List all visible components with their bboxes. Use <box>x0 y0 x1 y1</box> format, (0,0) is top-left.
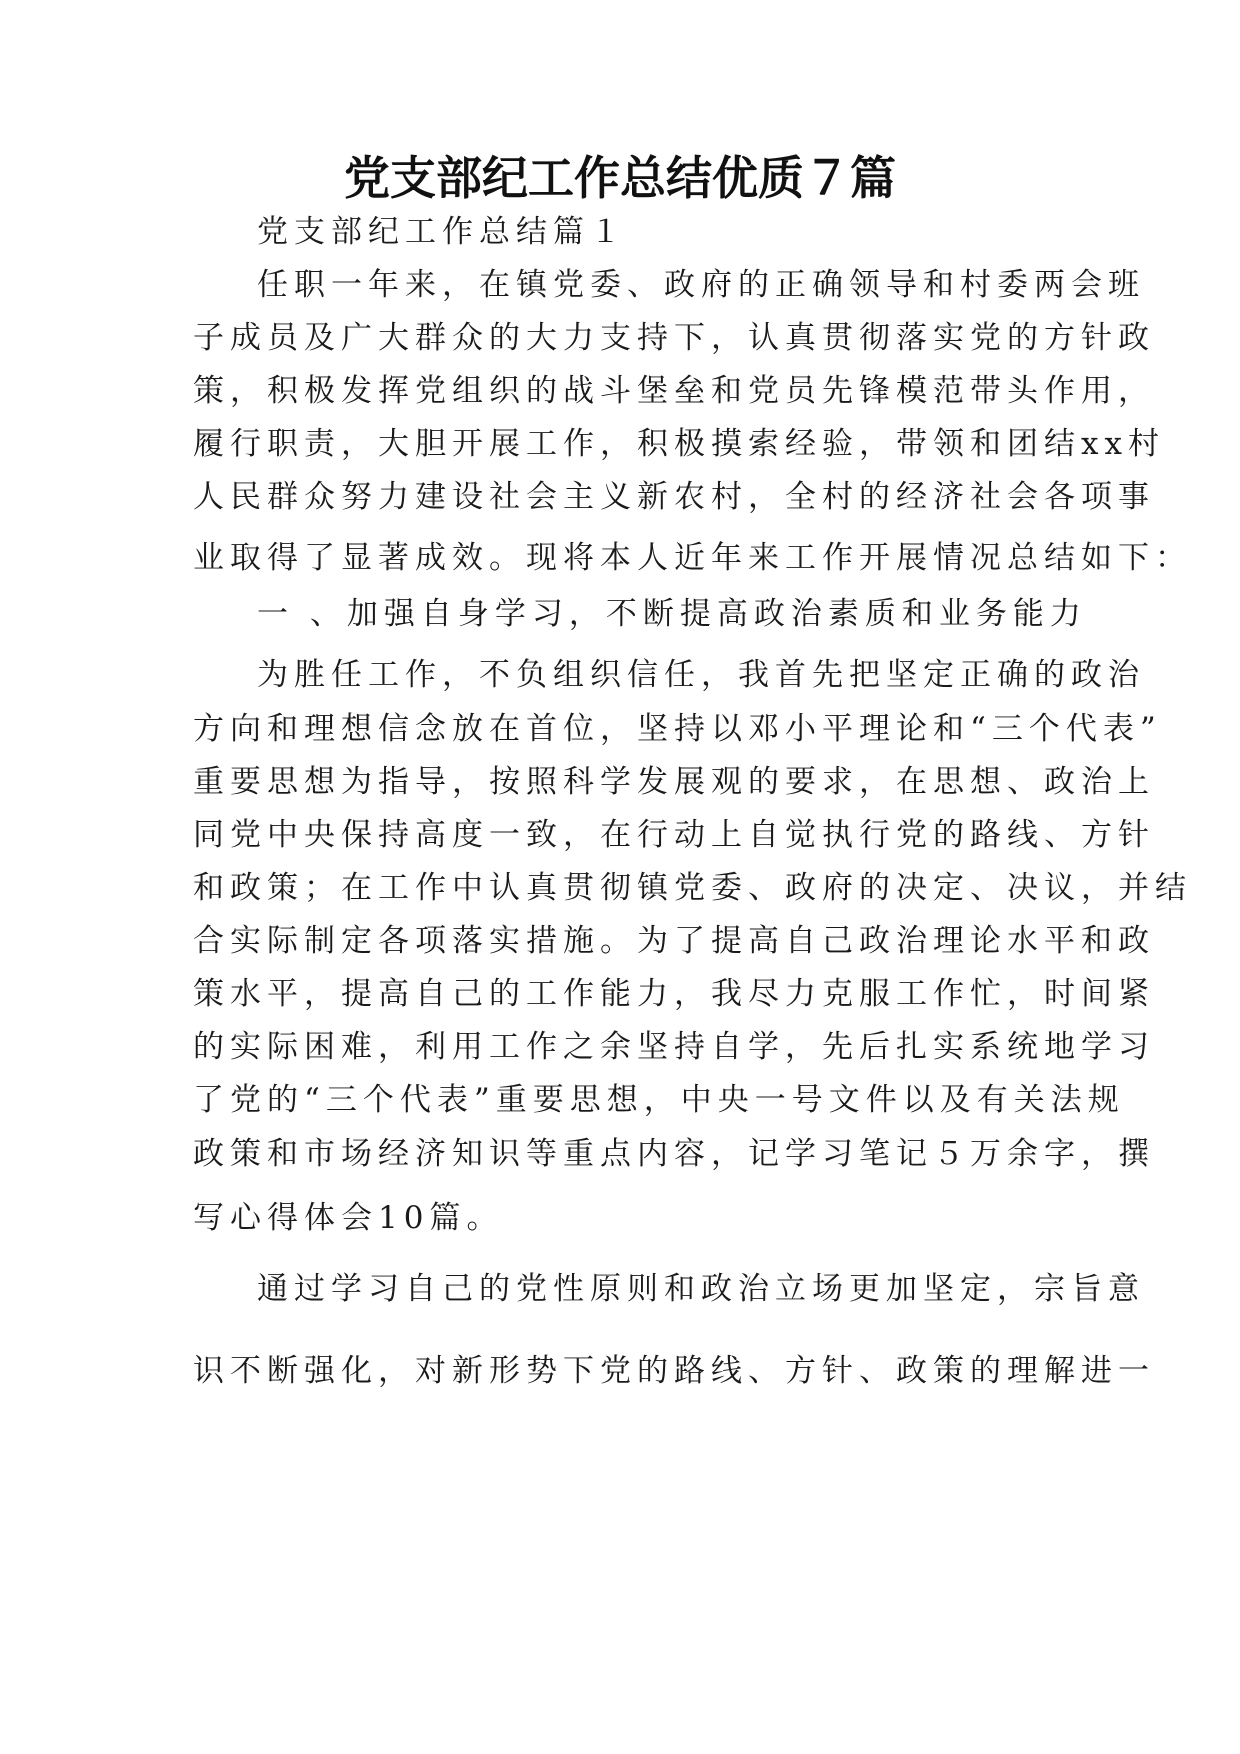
paragraph-line: 政策和市场经济知识等重点内容，记学习笔记５万余字，撰 <box>193 1136 1155 1172</box>
paragraph-line: 任职一年来，在镇党委、政府的正确领导和村委两会班 <box>257 267 1145 303</box>
paragraph-line: 同党中央保持高度一致，在行动上自觉执行党的路线、方针 <box>193 817 1155 853</box>
paragraph-line: 策水平，提高自己的工作能力，我尽力克服工作忙，时间紧 <box>193 976 1155 1012</box>
subsection-heading: 一 、加强自身学习，不断提高政治素质和业务能力 <box>257 596 1087 632</box>
paragraph-line: 的实际困难，利用工作之余坚持自学，先后扎实系统地学习 <box>193 1029 1155 1065</box>
paragraph-line: 和政策；在工作中认真贯彻镇党委、政府的决定、决议，并结 <box>193 870 1192 906</box>
paragraph-line: 人民群众努力建设社会主义新农村，全村的经济社会各项事 <box>193 479 1155 515</box>
section-heading: 党支部纪工作总结篇１ <box>257 214 627 250</box>
paragraph-line: 子成员及广大群众的大力支持下，认真贯彻落实党的方针政 <box>193 320 1155 356</box>
document-title: 党支部纪工作总结优质７篇 <box>344 151 896 205</box>
paragraph-line: 方向和理想信念放在首位，坚持以邓小平理论和“三个代表” <box>193 711 1162 747</box>
paragraph-line: 履行职责，大胆开展工作，积极摸索经验，带领和团结xx村 <box>193 426 1165 462</box>
paragraph-line: 通过学习自己的党性原则和政治立场更加坚定，宗旨意 <box>257 1271 1145 1307</box>
paragraph-line: 为胜任工作，不负组织信任，我首先把坚定正确的政治 <box>257 657 1145 693</box>
paragraph-line: 写心得体会10篇。 <box>193 1200 504 1236</box>
paragraph-line: 了党的“三个代表”重要思想，中央一号文件以及有关法规 <box>193 1082 1125 1118</box>
paragraph-line: 策，积极发挥党组织的战斗堡垒和党员先锋模范带头作用， <box>193 373 1155 409</box>
paragraph-line: 合实际制定各项落实措施。为了提高自己政治理论水平和政 <box>193 923 1155 959</box>
paragraph-line: 业取得了显著成效。现将本人近年来工作开展情况总结如下： <box>193 540 1192 576</box>
paragraph-line: 重要思想为指导，按照科学发展观的要求，在思想、政治上 <box>193 764 1155 800</box>
paragraph-line: 识不断强化，对新形势下党的路线、方针、政策的理解进一 <box>193 1353 1155 1389</box>
